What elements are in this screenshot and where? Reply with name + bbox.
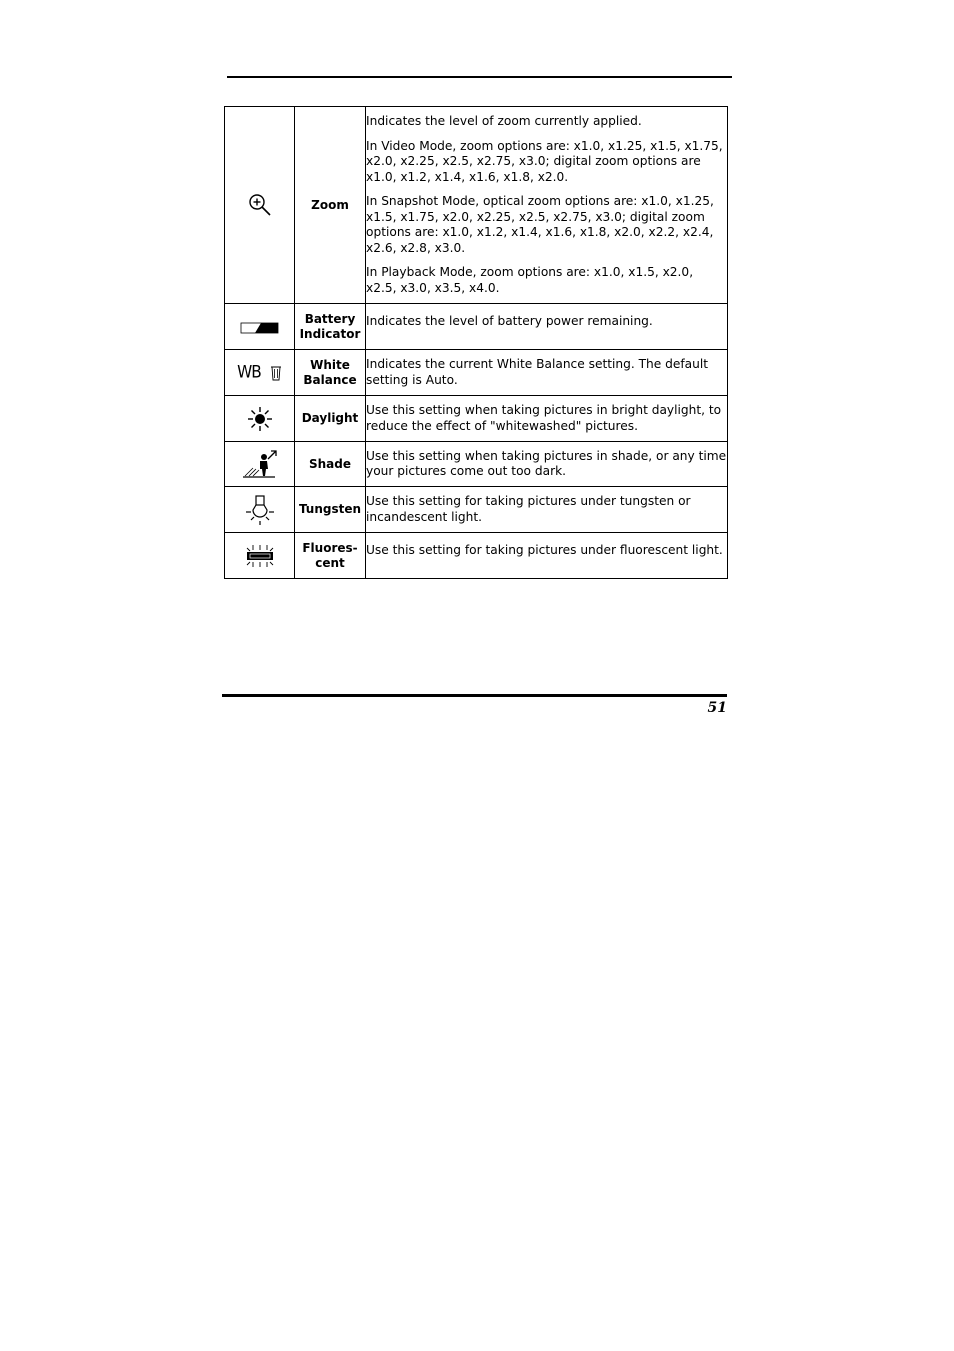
table-row	[225, 487, 728, 533]
icon-cell	[225, 304, 295, 350]
auto-white-balance-icon	[270, 365, 282, 381]
setting-description	[366, 396, 728, 442]
setting-name: Zoom	[295, 107, 366, 304]
description-paragraph: Indicates the level of battery power remaining.	[366, 314, 653, 328]
setting-name-line: Battery	[304, 311, 356, 326]
setting-name-line: White	[310, 357, 350, 372]
icon-cell	[225, 442, 295, 487]
description-paragraph: Indicates the level of zoom currently applied.	[366, 114, 642, 128]
setting-name-line: Fluores-	[302, 540, 358, 555]
setting-description	[366, 107, 728, 304]
sun-icon	[247, 406, 273, 432]
setting-name	[295, 533, 366, 579]
description-paragraph: Indicates the current White Balance setting. The default setting is Auto.	[366, 357, 709, 387]
fluorescent-lamp-icon	[244, 544, 276, 568]
icon-cell	[225, 350, 295, 396]
setting-name: Shade	[295, 442, 366, 487]
setting-name: Daylight	[295, 396, 366, 442]
description-paragraph: Use this setting for taking pictures under fluorescent light.	[366, 543, 723, 557]
description-paragraph: Use this setting when taking pictures in bright daylight, to reduce the effect of "whitewashed" pictures.	[366, 403, 722, 433]
description-paragraph: In Snapshot Mode, optical zoom options are: x1.0, x1.25, x1.5, x1.75, x2.0, x2.25, x2.5, x2.75, x3.0; digital zoom options are: x1.0, x1.2, x1.4, x1.6, x1.8, x2.0, x2.2, x2.4, x2.6, x2.8, x3.0.	[366, 194, 714, 255]
description-paragraph: Use this setting when taking pictures in shade, or any time your pictures come out too dark.	[366, 448, 727, 478]
setting-name	[295, 350, 366, 396]
setting-description	[366, 487, 728, 533]
setting-name: Tungsten	[295, 487, 366, 533]
shade-icon	[241, 449, 279, 479]
icon-cell	[225, 107, 295, 304]
icon-cell	[225, 533, 295, 579]
setting-name-line: Indicator	[299, 326, 361, 341]
light-bulb-icon	[245, 494, 275, 526]
battery-icon	[240, 321, 280, 335]
zoom-magnifier-icon	[248, 193, 272, 217]
icon-cell	[225, 396, 295, 442]
setting-description	[366, 304, 728, 350]
icon-description-table	[224, 106, 728, 579]
setting-description	[366, 442, 728, 487]
setting-description	[366, 350, 728, 396]
footer-rule	[222, 694, 727, 697]
description-paragraph: In Video Mode, zoom options are: x1.0, x1.25, x1.5, x1.75, x2.0, x2.25, x2.5, x2.75, x3.0; digital zoom options are x1.0, x1.2, x1.4, x1.6, x1.8, x2.0.	[366, 138, 723, 184]
setting-name	[295, 304, 366, 350]
header-rule	[227, 76, 732, 78]
table-row	[225, 533, 728, 579]
icon-cell	[225, 487, 295, 533]
table-row	[225, 396, 728, 442]
description-paragraph: In Playback Mode, zoom options are: x1.0, x1.5, x2.0, x2.5, x3.0, x3.5, x4.0.	[366, 265, 694, 295]
table-row	[225, 107, 728, 304]
setting-name-line: Balance	[303, 372, 357, 387]
white-balance-icon	[237, 362, 261, 383]
description-paragraph: Use this setting for taking pictures under tungsten or incandescent light.	[366, 494, 691, 524]
table-row	[225, 442, 728, 487]
setting-name-line: cent	[315, 555, 345, 570]
table-row	[225, 350, 728, 396]
page-number: 51	[707, 700, 727, 716]
setting-description	[366, 533, 728, 579]
table-row	[225, 304, 728, 350]
white-balance-label: WB	[237, 362, 261, 383]
